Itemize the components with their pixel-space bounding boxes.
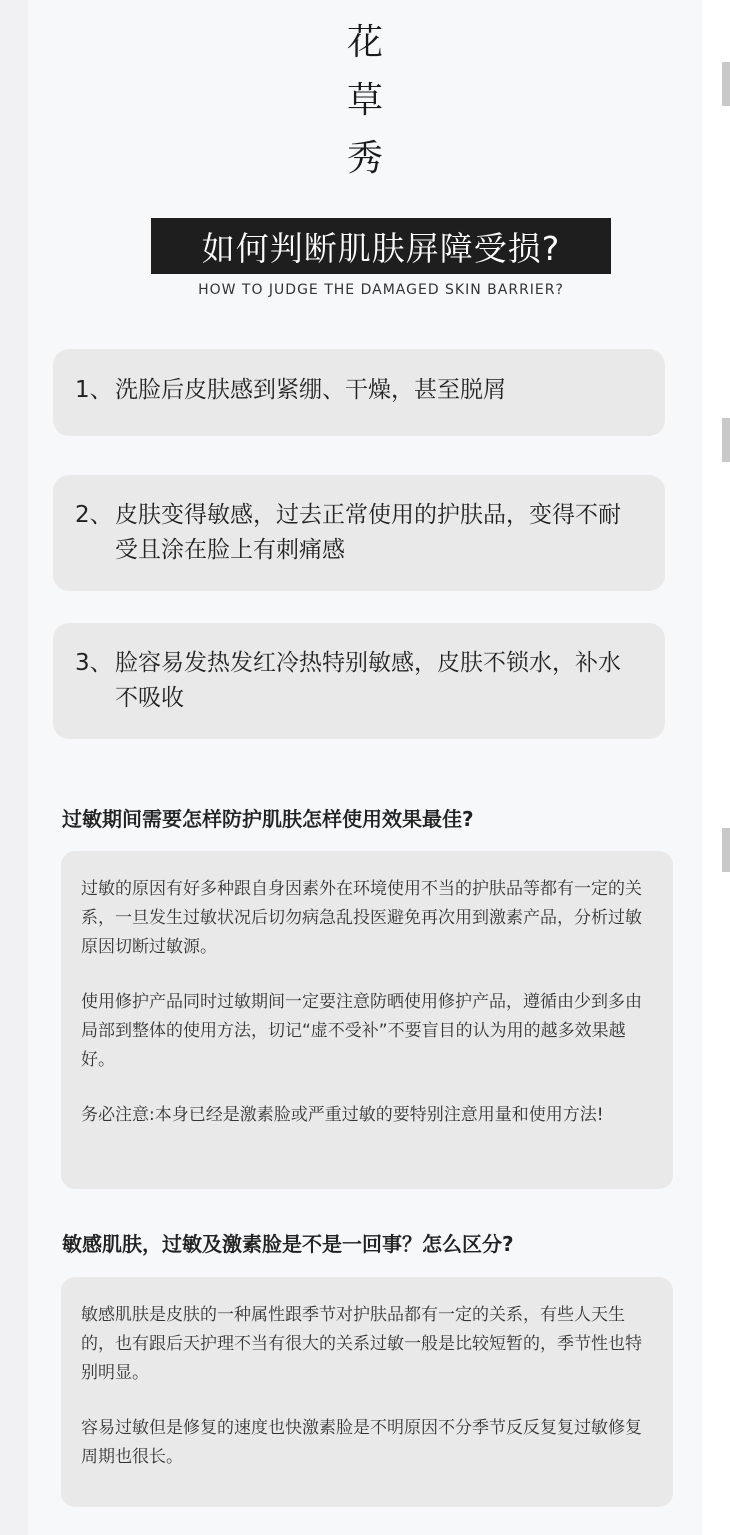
info-paragraph: 敏感肌肤是皮肤的一种属性跟季节对护肤品都有一定的关系，有些人天生的，也有跟后天护理不当有很大的关系过敏一般是比较短暂的，季节性也特别明显。 [81, 1305, 642, 1383]
brand-char: 花 [346, 22, 383, 63]
right-margin [702, 0, 730, 1535]
point-text: 洗脸后皮肤感到紧绷、干燥，甚至脱屑 [115, 377, 506, 403]
brand-char: 秀 [346, 138, 383, 179]
edge-marker [722, 418, 730, 462]
edge-marker [722, 828, 730, 872]
section-title: 过敏期间需要怎样防护肌肤怎样使用效果最佳? [62, 807, 474, 831]
page-title: 如何判断肌肤屏障受损? [151, 218, 611, 274]
point-text: 脸容易发热发红冷热特别敏感，皮肤不锁水，补水不吸收 [115, 650, 621, 711]
point-number: 1、 [75, 377, 113, 403]
info-paragraph: 使用修护产品同时过敏期间一定要注意防晒使用修护产品，遵循由少到多由局部到整体的使用方法，切记“虚不受补”不要盲目的认为用的越多效果越好。 [81, 992, 642, 1070]
point-card-1 [53, 349, 665, 436]
brand-logo [0, 14, 730, 188]
info-paragraph: 过敏的原因有好多种跟自身因素外在环境使用不当的护肤品等都有一定的关系，一旦发生过敏状况后切勿病急乱投医避免再次用到激素产品，分析过敏原因切断过敏源。 [81, 879, 642, 957]
page-subtitle: HOW TO JUDGE THE DAMAGED SKIN BARRIER? [198, 282, 564, 298]
point-number: 2、 [75, 502, 113, 528]
info-paragraph: 务必注意:本身已经是激素脸或严重过敏的要特别注意用量和使用方法! [81, 1105, 604, 1125]
point-card-2 [53, 475, 665, 591]
brand-char: 草 [346, 80, 383, 121]
section-title: 敏感肌肤，过敏及激素脸是不是一回事？怎么区分? [62, 1232, 514, 1256]
point-card-3 [53, 623, 665, 739]
info-card [61, 1277, 673, 1507]
point-number: 3、 [75, 650, 113, 676]
info-paragraph: 容易过敏但是修复的速度也快激素脸是不明原因不分季节反反复复过敏修复周期也很长。 [81, 1418, 642, 1467]
point-text: 皮肤变得敏感，过去正常使用的护肤品，变得不耐受且涂在脸上有刺痛感 [115, 502, 621, 563]
info-card [61, 851, 673, 1189]
